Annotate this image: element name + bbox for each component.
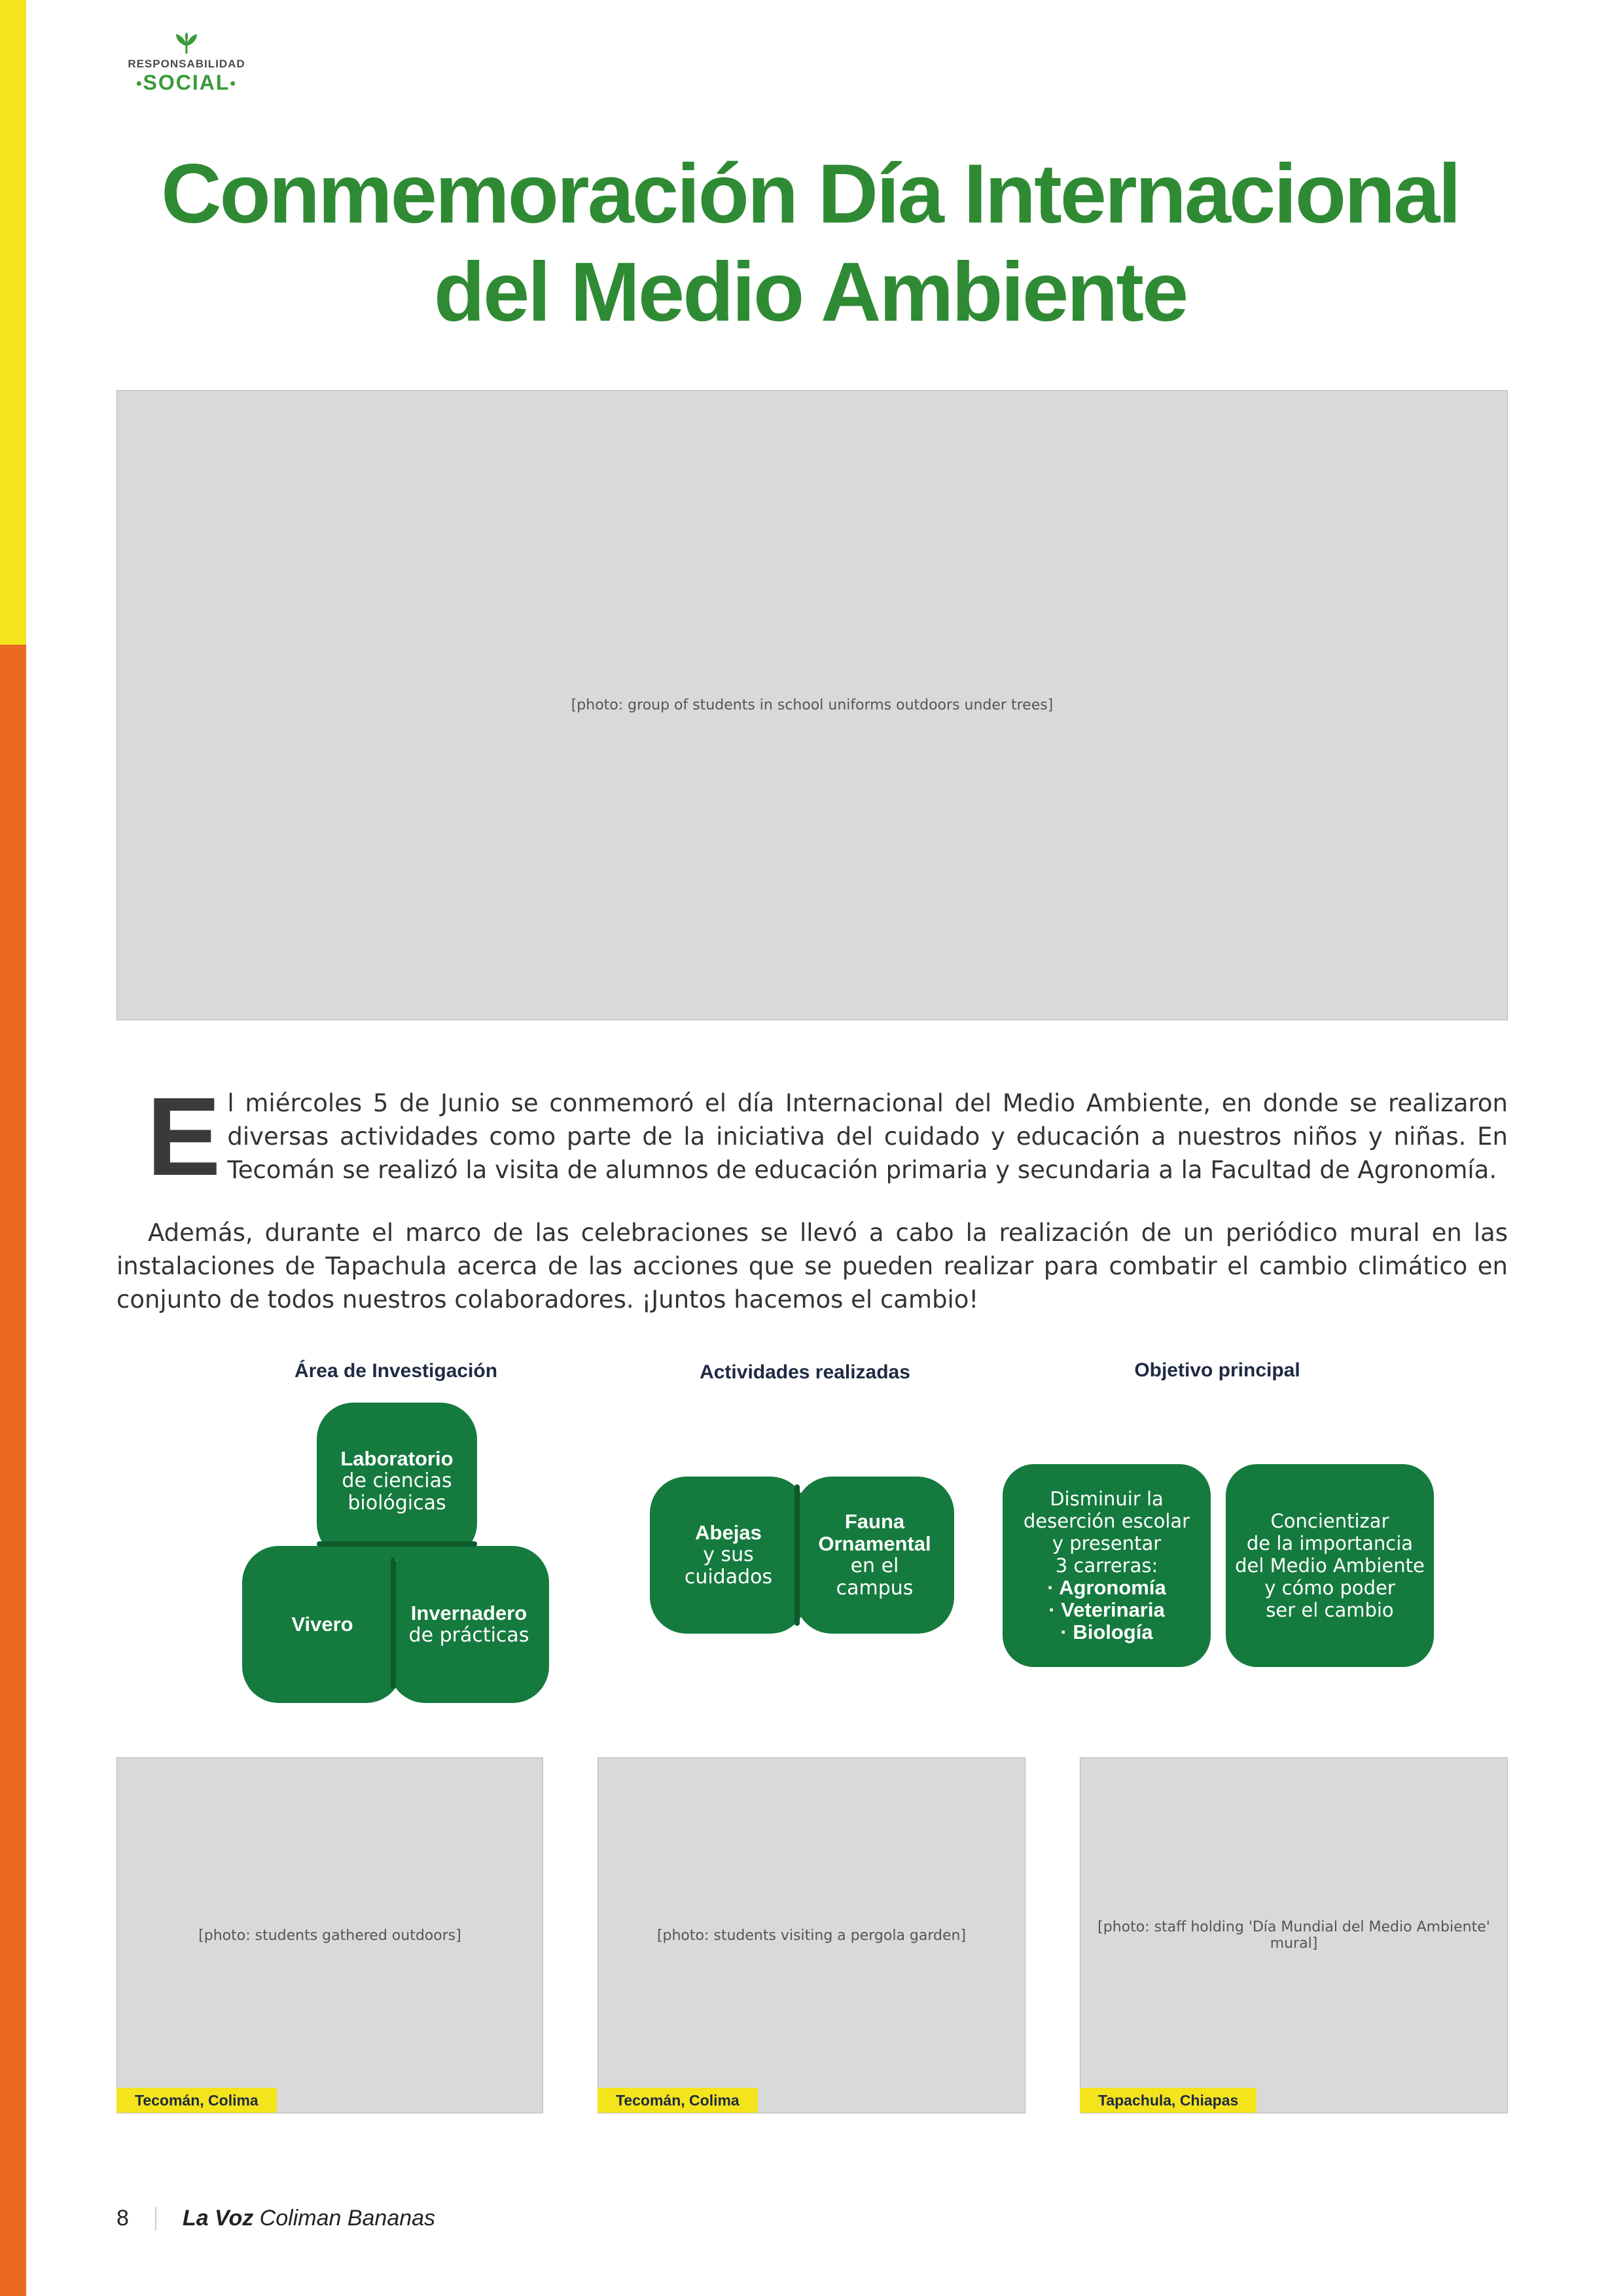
bottom-photo-1: [photo: students gathered outdoors]: [116, 1757, 543, 2113]
vivero-shape: [242, 1546, 402, 1703]
invernadero-shape: [389, 1546, 549, 1703]
lab-shape: [317, 1403, 477, 1560]
diagram-divider: [391, 1558, 396, 1689]
career-biologia: · Biología: [1060, 1621, 1153, 1643]
objective-title: Objetivo principal: [1134, 1359, 1300, 1381]
side-stripe-yellow: [0, 0, 26, 645]
diagram-divider: [794, 1484, 800, 1626]
invernadero-title: Invernadero: [410, 1602, 527, 1624]
footer-separator: [155, 2207, 156, 2231]
objective-left-line1: Disminuir la: [1050, 1488, 1164, 1510]
diagram-divider: [317, 1541, 477, 1547]
side-stripe-orange: [0, 645, 26, 2296]
abejas-shape: [650, 1477, 807, 1634]
abejas-line3: cuidados: [684, 1566, 773, 1588]
career-agronomia: · Agronomía: [1047, 1576, 1166, 1599]
title-line1: Conmemoración Día Internacional: [161, 147, 1459, 241]
fauna-line3: en el: [850, 1554, 899, 1577]
lab-line3: biológicas: [348, 1492, 446, 1515]
photo-caption-1: Tecomán, Colima: [116, 2088, 277, 2113]
brand-line2: •SOCIAL•: [136, 71, 237, 94]
activities-title: Actividades realizadas: [700, 1361, 910, 1383]
bottom-photo-3: [photo: staff holding 'Día Mundial del Medio Ambiente' mural]: [1080, 1757, 1508, 2113]
invernadero-line2: de prácticas: [408, 1624, 529, 1647]
magazine-name: [183, 2206, 435, 2231]
page-footer: [116, 2206, 435, 2231]
objective-right-shape: [1226, 1464, 1434, 1667]
objective-right-line3: del Medio Ambiente: [1235, 1554, 1425, 1577]
objective-left-line2: deserción escolar: [1023, 1510, 1190, 1532]
vivero-title: Vivero: [291, 1613, 353, 1636]
photo-caption-2: Tecomán, Colima: [597, 2088, 758, 2113]
objective-right-line1: Concientizar: [1270, 1510, 1389, 1532]
abejas-title: Abejas: [695, 1521, 762, 1544]
objective-right-line2: de la importancia: [1246, 1532, 1414, 1554]
magazine-name-bold: La Voz: [182, 2206, 254, 2231]
career-veterinaria: · Veterinaria: [1048, 1598, 1165, 1621]
fauna-title2: Ornamental: [818, 1532, 931, 1555]
objective-left-shape: [1003, 1464, 1211, 1667]
abejas-line2: y sus: [703, 1543, 754, 1566]
photo-caption-3: Tapachula, Chiapas: [1080, 2088, 1257, 2113]
intro-paragraph: [116, 1075, 1508, 1199]
intro-text: l miércoles 5 de Junio se conmemoró el día Internacional del Medio Ambiente, en donde se realizaron diversas actividades como parte de la iniciativa del cuidado y educación a nuestros niños y niñas. En Tecomán se realizó la visita de alumnos de educación primaria y secundaria a la Facultad de Agronomía.: [227, 1089, 1508, 1184]
brand-line1: RESPONSABILIDAD: [128, 58, 245, 70]
page-number: 8: [116, 2206, 129, 2231]
fauna-shape: [795, 1477, 954, 1634]
objective-left-line4: 3 carreras:: [1055, 1554, 1158, 1577]
brand-word: SOCIAL: [143, 71, 230, 94]
objective-right-line5: ser el cambio: [1266, 1599, 1394, 1621]
main-photo: [photo: group of students in school uniforms outdoors under trees]: [116, 390, 1508, 1020]
second-paragraph: Además, durante el marco de las celebraciones se llevó a cabo la realización de un periódico mural en las instalaciones de Tapachula acerca de las acciones que se pueden realizar para combatir el cambio climático en conjunto de todos nuestros colaboradores. ¡Juntos hacemos el cambio!: [116, 1219, 1508, 1314]
fauna-line4: campus: [836, 1577, 914, 1600]
leaf-icon: [167, 31, 206, 55]
magazine-name-rest: Coliman Bananas: [253, 2206, 436, 2231]
lab-title: Laboratorio: [340, 1447, 454, 1470]
fauna-title1: Fauna: [844, 1510, 905, 1533]
drop-cap: E: [147, 1075, 221, 1199]
section-brand: [118, 31, 255, 96]
bottom-photo-2: [photo: students visiting a pergola garden]: [597, 1757, 1026, 2113]
page-title: [116, 145, 1504, 342]
title-line2: del Medio Ambiente: [433, 245, 1187, 339]
research-title: Área de Investigación: [294, 1360, 498, 1382]
objective-left-line3: y presentar: [1052, 1532, 1162, 1554]
lab-line2: de ciencias: [342, 1469, 452, 1492]
objective-right-line4: y cómo poder: [1264, 1577, 1395, 1599]
